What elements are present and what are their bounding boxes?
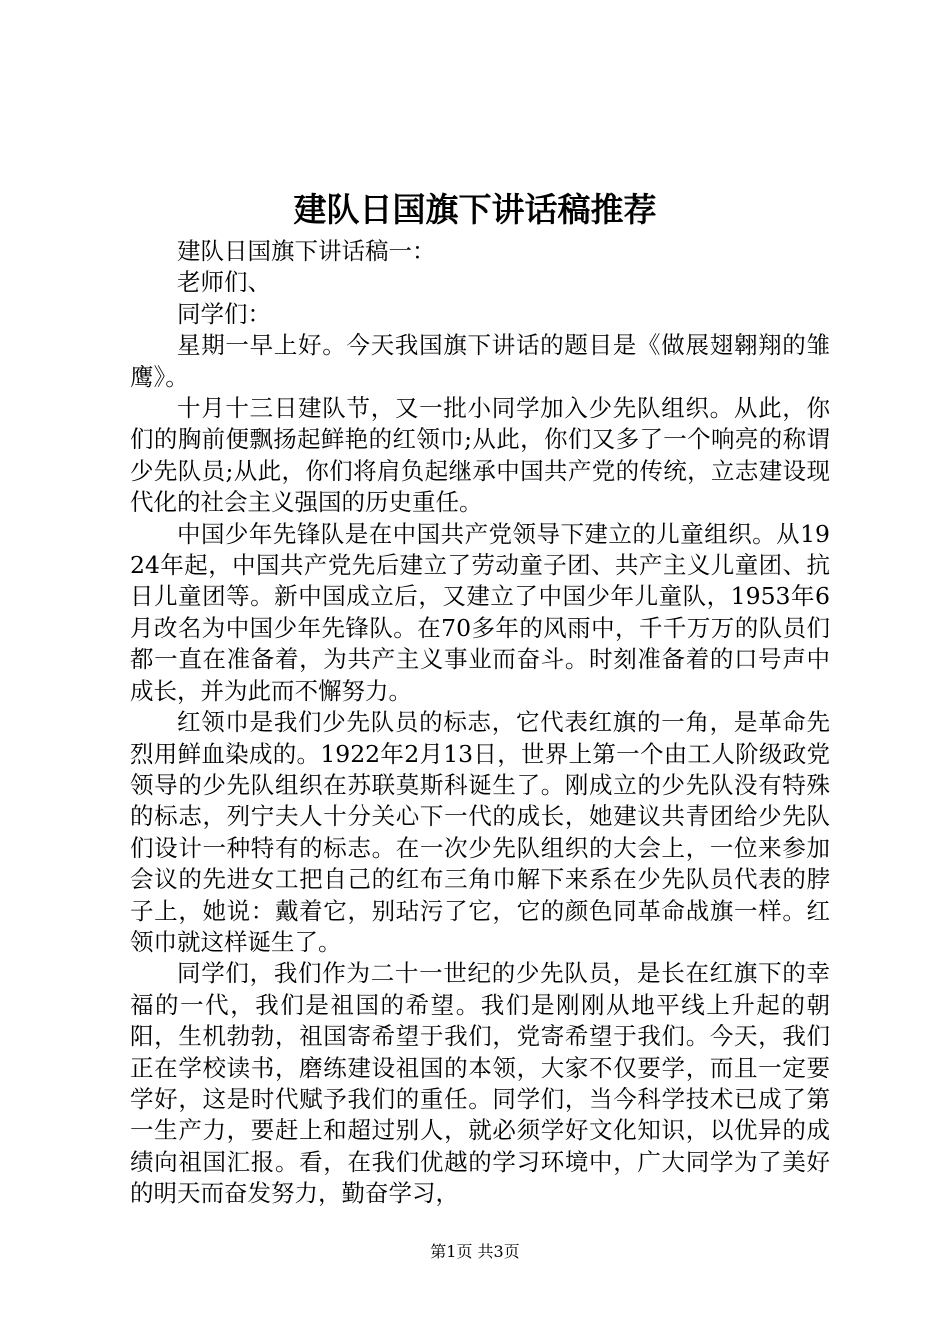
salutation-line: 老师们、 bbox=[177, 268, 271, 297]
salutation-line: 同学们： bbox=[177, 299, 271, 328]
body-paragraph: 中国少年先锋队是在中国共产党领导下建立的儿童组织。从1924年起，中国共产党先后建立了劳动童子团、共产主义儿童团、抗日儿童团等。新中国成立后，又建立了中国少年儿童队，1953年6月改名为中国少年先锋队。在70多年的风雨中，千千万万的队员们都一直在准备着，为共产主义事业而奋斗。时刻准备着的口号声中成长，并为此而不懈努力。 bbox=[130, 519, 830, 705]
body-paragraph: 星期一早上好。今天我国旗下讲话的题目是《做展翅翱翔的雏鹰》。 bbox=[130, 331, 830, 391]
salutation-line: 建队日国旗下讲话稿一： bbox=[177, 237, 436, 265]
body-paragraph: 十月十三日建队节，又一批小同学加入少先队组织。从此，你们的胸前便飘扬起鲜艳的红领巾;从此，你们又多了一个响亮的称谓少先队员;从此，你们将肩负起继承中国共产党的传统，立志建设现代化的社会主义强国的历史重任。 bbox=[130, 394, 830, 517]
document-title: 建队日国旗下讲话稿推荐 bbox=[293, 190, 657, 229]
document-body bbox=[130, 236, 830, 1210]
page-number: 第1页 共3页 bbox=[430, 1242, 520, 1261]
body-paragraph: 同学们，我们作为二十一世纪的少先队员，是长在红旗下的幸福的一代，我们是祖国的希望。我们是刚刚从地平线上升起的朝阳，生机勃勃，祖国寄希望于我们，党寄希望于我们。今天，我们正在学校读书，磨练建设祖国的本领，大家不仅要学，而且一定要学好，这是时代赋予我们的重任。同学们，当今科学技术已成了第一生产力，要赶上和超过别人，就必须学好文化知识，以优异的成绩向祖国汇报。看，在我们优越的学习环境中，广大同学为了美好的明天而奋发努力，勤奋学习， bbox=[130, 959, 830, 1208]
body-paragraph: 红领巾是我们少先队员的标志，它代表红旗的一角，是革命先烈用鲜血染成的。1922年2月13日，世界上第一个由工人阶级政党领导的少先队组织在苏联莫斯科诞生了。刚成立的少先队没有特殊的标志，列宁夫人十分关心下一代的成长，她建议共青团给少先队们设计一种特有的标志。在一次少先队组织的大会上，一位来参加会议的先进女工把自己的红布三角巾解下来系在少先队员代表的脖子上，她说：戴着它，别玷污了它，它的颜色同革命战旗一样。红领巾就这样诞生了。 bbox=[130, 708, 830, 956]
